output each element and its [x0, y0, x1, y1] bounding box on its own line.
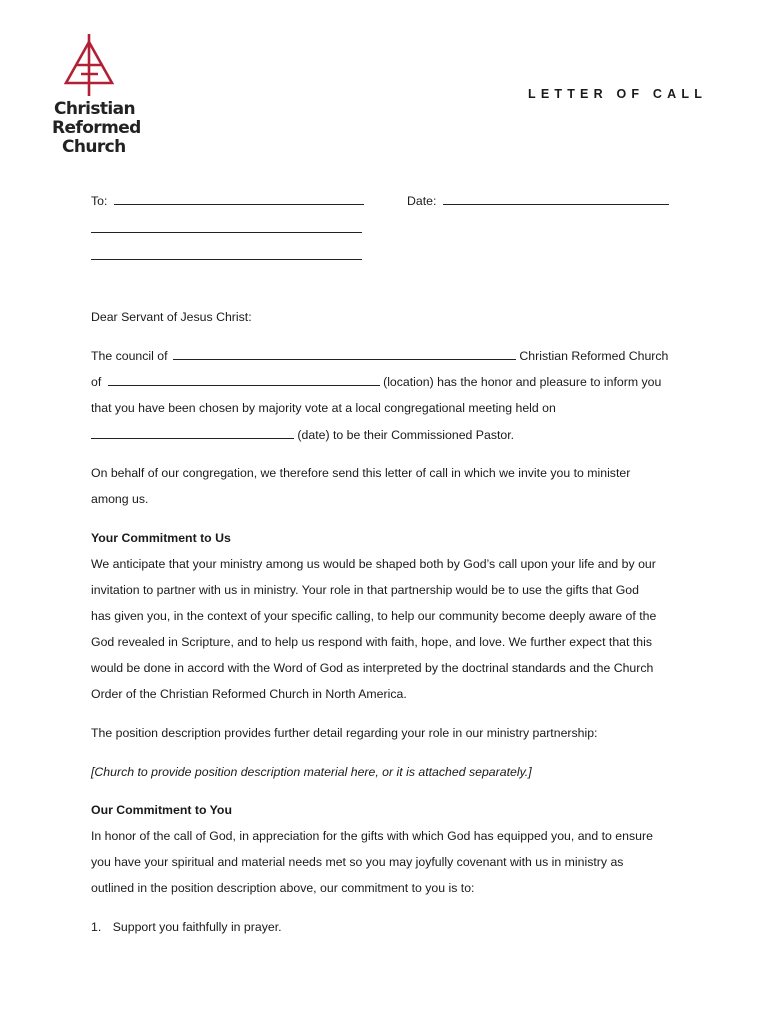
s2-line: outlined in the position description above, our commitment to you is to:: [91, 881, 475, 895]
document-title: LETTER OF CALL: [528, 87, 708, 101]
to-blank[interactable]: [114, 193, 364, 205]
to-field: [91, 193, 364, 208]
position-description-line: The position description provides further detail regarding your role in our ministry partnership:: [91, 726, 598, 740]
location-blank[interactable]: [108, 374, 380, 386]
logo-line-2: Reformed: [52, 118, 141, 138]
section-heading-commitment-to-us: Your Commitment to Us: [91, 531, 231, 545]
logo-line-3: Church: [62, 137, 126, 157]
list-item-number: 1.: [91, 920, 102, 934]
date-blank[interactable]: [443, 193, 669, 205]
s1-line: would be done in accord with the Word of God as interpreted by the doctrinal standards and the Church: [91, 661, 654, 675]
address-line-3[interactable]: [91, 259, 362, 260]
para2-line-1: On behalf of our congregation, we therefore send this letter of call in which we invite you to minister: [91, 466, 631, 480]
date-field: [407, 193, 669, 208]
list-item-text: Support you faithfully in prayer.: [112, 920, 282, 934]
placeholder-instruction: [Church to provide position description material here, or it is attached separately.]: [91, 765, 532, 779]
s1-line: invitation to partner with us in ministry. Your role in that partnership would be to use the gifts that God: [91, 583, 639, 597]
meeting-date-blank[interactable]: [91, 427, 294, 439]
date-text: (date) to be their Commissioned Pastor.: [297, 428, 515, 442]
cross-logo-icon: [62, 34, 116, 100]
vote-line: that you have been chosen by majority vote at a local congregational meeting held on: [91, 401, 556, 415]
council-blank[interactable]: [173, 348, 516, 360]
logo-wordmark: [50, 100, 140, 157]
of-label: of: [91, 375, 102, 389]
address-line-2[interactable]: [91, 232, 362, 233]
para2-line-2: among us.: [91, 492, 149, 506]
salutation: Dear Servant of Jesus Christ:: [91, 310, 252, 324]
date-line: [91, 427, 514, 442]
location-line: [91, 374, 661, 389]
s1-line: God revealed in Scripture, and to help us respond with faith, hope, and love. We further expect that this: [91, 635, 652, 649]
to-label: To:: [91, 194, 108, 208]
s1-line: We anticipate that your ministry among us would be shaped both by God’s call upon your life and by our: [91, 557, 656, 571]
s1-line: has given you, in the context of your specific calling, to help our community become deeply aware of the: [91, 609, 657, 623]
s2-line: you have your spiritual and material needs met so you may joyfully covenant with us in ministry as: [91, 855, 624, 869]
s1-line: Order of the Christian Reformed Church in North America.: [91, 687, 407, 701]
date-label: Date:: [407, 194, 437, 208]
section-heading-commitment-to-you: Our Commitment to You: [91, 803, 232, 817]
council-line: [91, 348, 668, 363]
logo-line-1: Christian: [54, 99, 136, 119]
council-label: The council of: [91, 349, 168, 363]
s2-line: In honor of the call of God, in appreciation for the gifts with which God has equipped you, and to ensure: [91, 829, 653, 843]
crc-logo: [50, 34, 140, 157]
list-item: [91, 920, 282, 934]
crc-suffix: Christian Reformed Church: [519, 349, 669, 363]
location-text: (location) has the honor and pleasure to inform you: [383, 375, 662, 389]
